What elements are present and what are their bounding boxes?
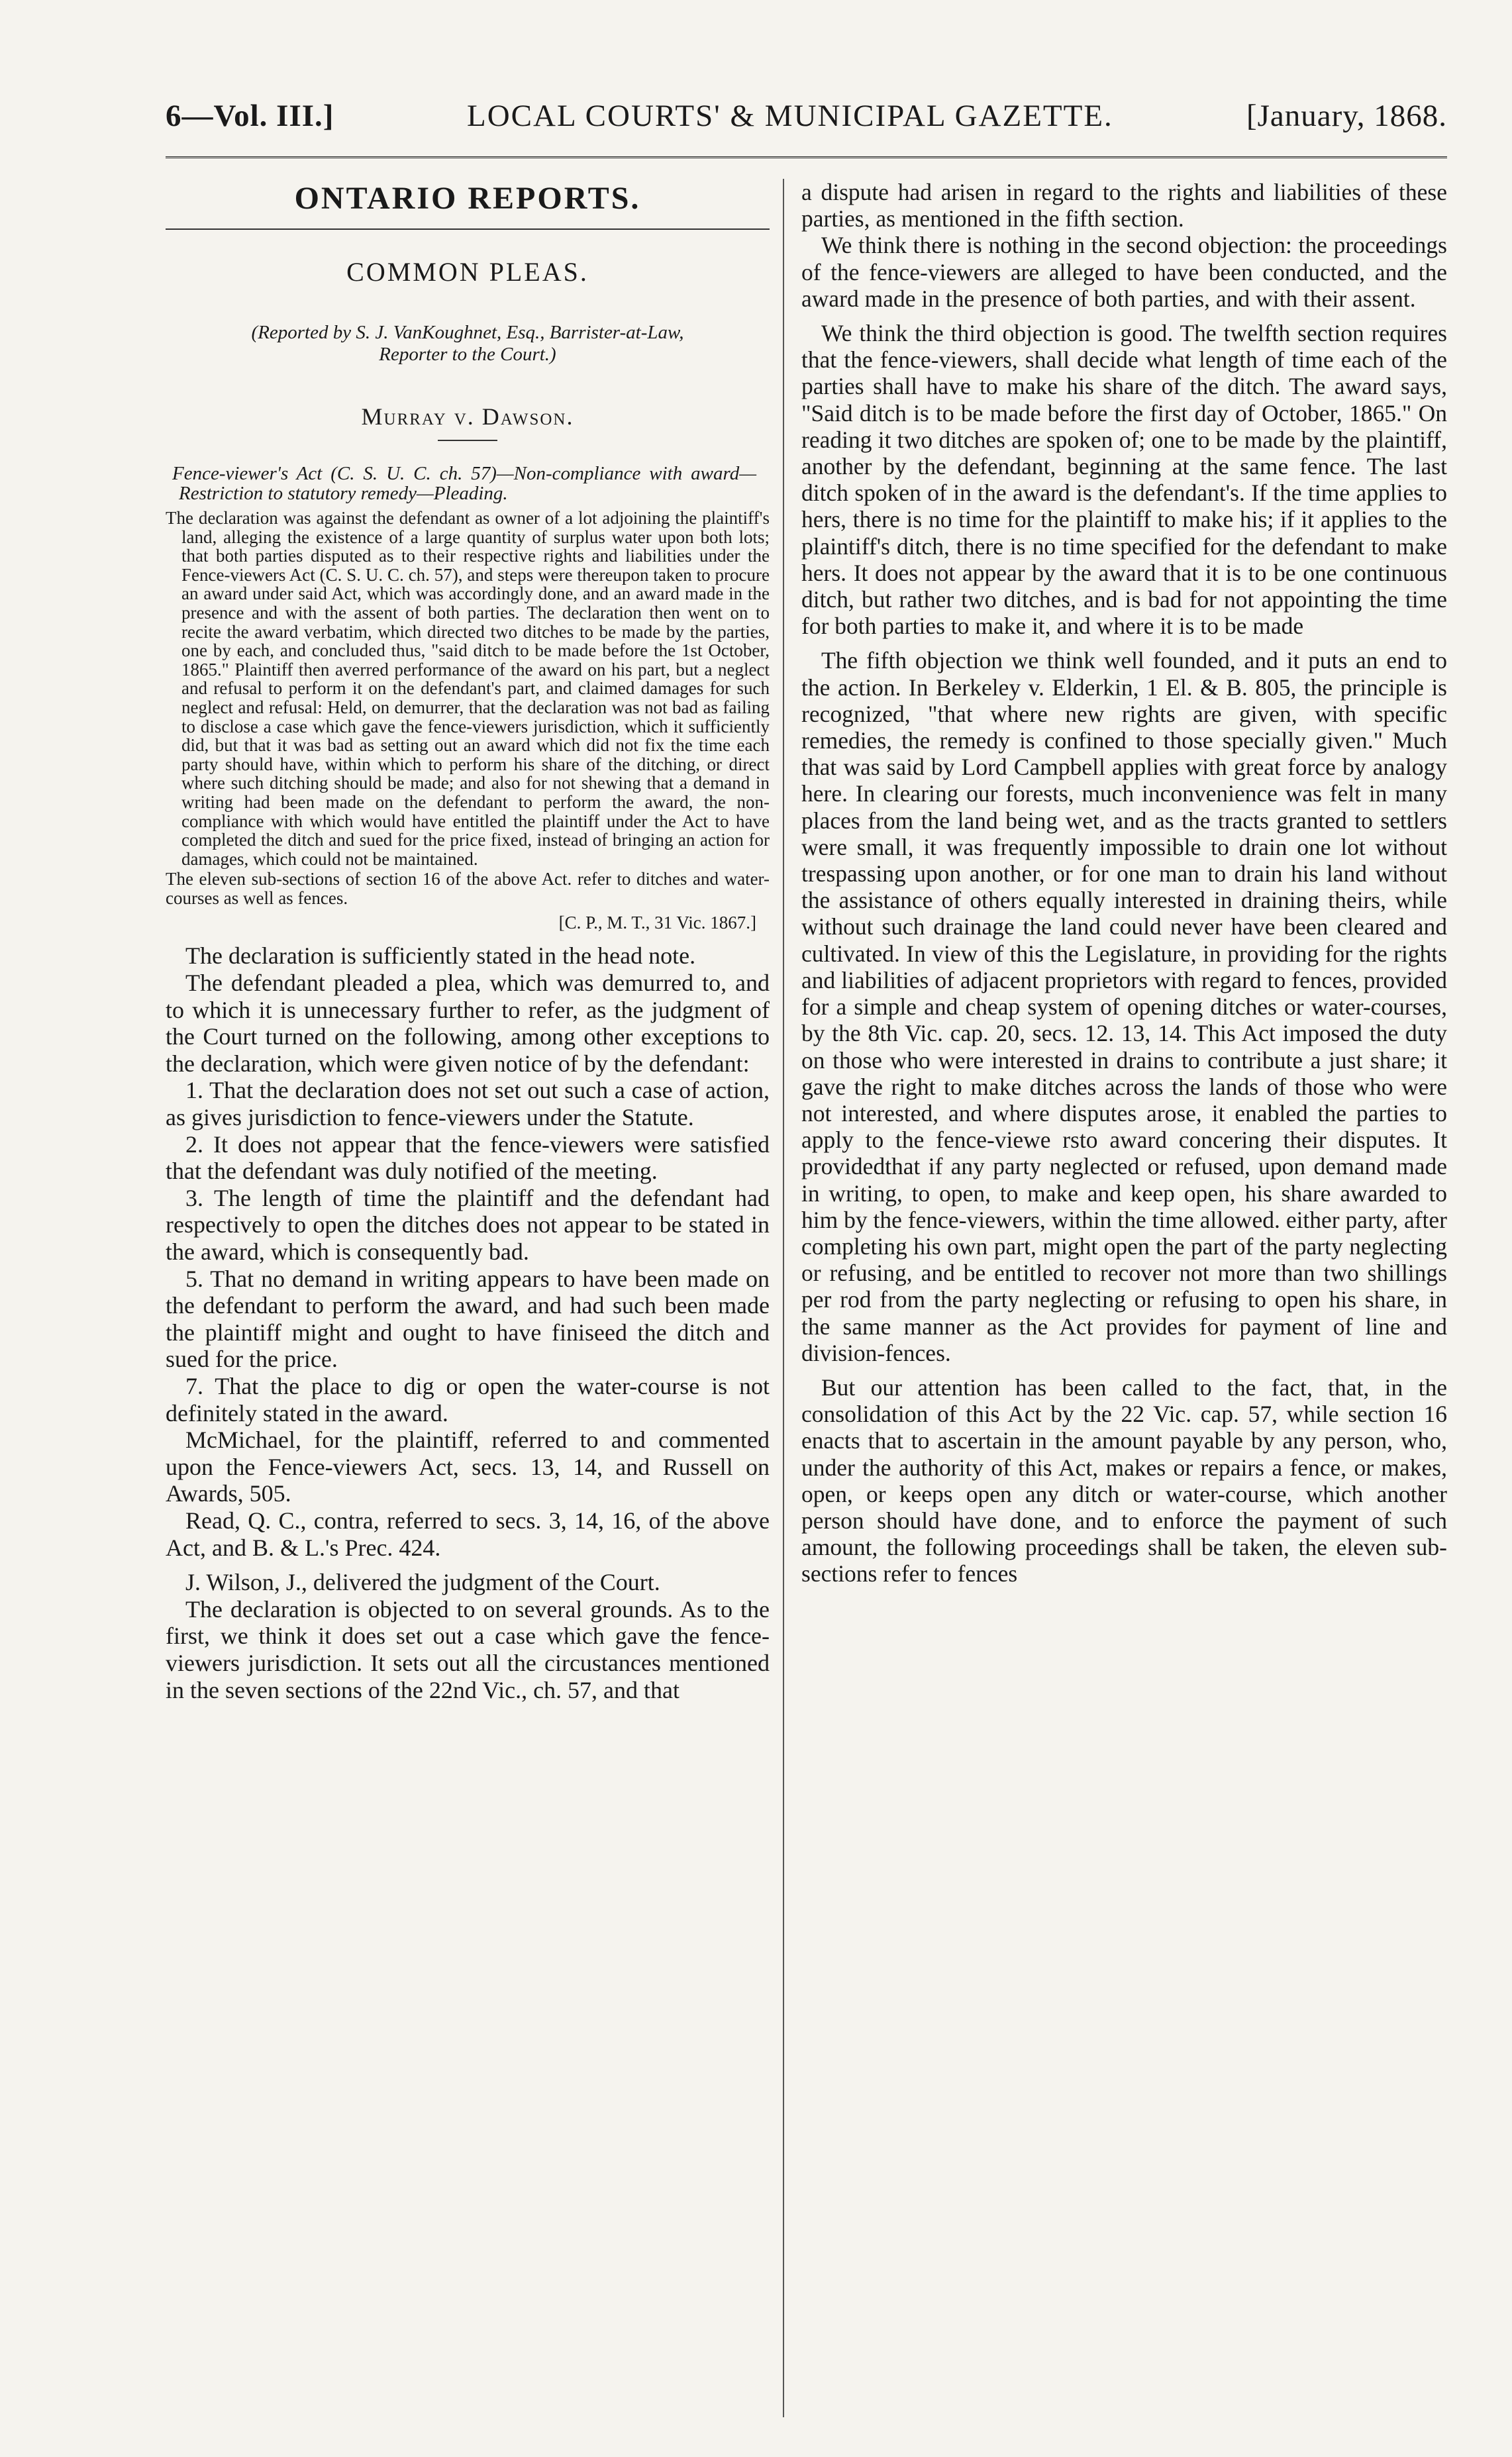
body-paragraph: The defendant pleaded a plea, which was demurred to, and to which it is unnecessary further to refer, as the judgment of the Court turned on the following, among other exceptions to the declaration, which were given notice of by the defendant:: [166, 970, 770, 1077]
volume-label: 6—Vol. III.]: [166, 99, 334, 133]
headnote-paragraph: The eleven sub-sections of section 16 of the above Act. refer to ditches and water-courses as well as fences.: [166, 869, 770, 908]
page-header: [166, 98, 1447, 138]
objection-item: 5. That no demand in writing appears to have been made on the defendant to perform the award, and had such been made the plaintiff might and ought to have finiseed the ditch and sued for the price.: [166, 1265, 770, 1373]
publication-title: LOCAL COURTS' & MUNICIPAL GAZETTE.: [467, 99, 1113, 133]
body-paragraph: We think there is nothing in the second objection: the proceedings of the fence-viewers are alleged to have been conducted, and the award made in the presence of both parties, and with their assent.: [801, 232, 1447, 312]
counsel-paragraph: Read, Q. C., contra, referred to secs. 3, 14, 16, of the above Act, and B. & L.'s Prec. 424.: [166, 1507, 770, 1561]
objection-item: 2. It does not appear that the fence-viewers were satisfied that the defendant was duly notified of the meeting.: [166, 1130, 770, 1185]
section-title: ONTARIO REPORTS.: [294, 181, 641, 216]
court-name: COMMON PLEAS.: [346, 257, 589, 287]
body-paragraph: The declaration is sufficiently stated in the head note.: [185, 942, 696, 970]
objection-item: 1. That the declaration does not set out such a case of action, as gives jurisdiction to fence-viewers under the Statute.: [166, 1077, 770, 1131]
case-citation: [C. P., M. T., 31 Vic. 1867.]: [558, 913, 756, 933]
objection-item: 3. The length of time the plaintiff and the defendant had respectively to open the ditches does not appear to be stated in the award, which is consequently bad.: [166, 1184, 770, 1265]
body-paragraph: a dispute had arisen in regard to the rights and liabilities of these parties, as mentioned in the fifth section.: [801, 179, 1447, 232]
column-divider: [783, 179, 784, 2417]
body-paragraph: But our attention has been called to the fact, that, in the consolidation of this Act by the 22 Vic. cap. 57, while section 16 enacts that to ascertain in the amount payable by any person, who, under the authority of this Act, makes or repairs a fence, or makes, open, or keeps open any ditch or water-course, which another person should have done, and to enforce the payment of such amount, the following proceedings shall be taken, the eleven sub-sections refer to fences: [801, 1374, 1447, 1587]
issue-date: [January, 1868.: [1246, 99, 1447, 133]
body-paragraph: The declaration is objected to on several grounds. As to the first, we think it does set out a case which gave the fence-viewers jurisdiction. It sets out all the circustances mentioned in the seven sections of the 22nd Vic., ch. 57, and that: [166, 1595, 770, 1703]
counsel-paragraph: McMichael, for the plaintiff, referred to and commented upon the Fence-viewers Act, secs. 13, 14, and Russell on Awards, 505.: [166, 1427, 770, 1507]
case-title: Murray v. Dawson.: [361, 403, 574, 430]
header-rule: [166, 156, 1447, 158]
right-column: [801, 179, 1447, 2417]
objection-item: 7. That the place to dig or open the water-course is not definitely stated in the award.: [166, 1372, 770, 1427]
case-rule: [438, 440, 497, 441]
judgment-intro: J. Wilson, J., delivered the judgment of the Court.: [185, 1569, 660, 1596]
headnote-paragraph: The declaration was against the defendant as owner of a lot adjoining the plaintiff's land, alleging the existence of a large quantity of surplus water upon both lots; that both parties disputed as to their respective rights and liabilities under the Fence-viewers Act (C. S. U. C. ch. 57), and steps were thereupon taken to procure an award under said Act, which was accordingly done, and an award made in the presence and with the assent of both parties. The declaration then went on to recite the award verbatim, which directed two ditches to be made by the parties, one by each, and concluded thus, "said ditch to be made before the 1st October, 1865." Plaintiff then averred performance of the award on his part, but a neglect and refusal to perform it on the defendant's part, and claimed damages for such neglect and refusal: Held, on demurrer, that the declaration was not bad as failing to disclose a case which gave the fence-viewers jurisdiction, which it sufficiently did, but that it was bad as setting out an award which did not fix the time each party should have, within which to perform his share of the ditching, or direct where such ditching should be made; and also for not shewing that a demand in writing had been made on the defendant to perform the award, the non-compliance with which would have entitled the plaintiff under the Act to have completed the ditch and sued for the price fixed, instead of bringing an action for damages, which could not be maintained.: [166, 508, 770, 869]
section-rule: [166, 228, 770, 230]
headnote-title: Fence-viewer's Act (C. S. U. C. ch. 57)—Non-compliance with award—Restriction to statutory remedy—Pleading.: [172, 463, 756, 504]
body-paragraph: The fifth objection we think well founded, and it puts an end to the action. In Berkeley v. Elderkin, 1 El. & B. 805, the principle is recognized, "that where new rights are given, with specific remedies, the remedy is confined to those specially given." Much that was said by Lord Campbell applies with great force by analogy here. In clearing our forests, much inconvenience was felt in many places from the land being wet, and as the tracts granted to settlers were small, it was frequently impossible to drain one lot without trespassing upon another, or for one man to drain his land without the assistance of others equally interested in draining theirs, while without such drainage the land could never have been cleared and cultivated. In view of this the Legislature, in providing for the rights and liabilities of adjacent proprietors with regard to fences, provided for a simple and cheap system of opening ditches or water-courses, by the 8th Vic. cap. 20, secs. 12. 13, 14. This Act imposed the duty on those who were interested in drains to contribute a just share; it gave the right to make ditches across the lands of those who were not interested, and where disputes arose, it enabled the parties to apply to the fence-viewe rsto award concering their disputes. It providedthat if any party neglected or refused, upon demand made in writing, to open, to make and keep open, his share awarded to him by the fence-viewers, within the time allowed. either party, after completing his own part, might open the part of the party neglecting or refusing, and be entitled to recover not more than two shillings per rod from the party neglecting or refusing to open his share, in the same manner as the Act provides for payment of line and division-fences.: [801, 647, 1447, 1366]
reporter-line: (Reported by S. J. VanKoughnet, Esq., Barrister-at-Law, Reporter to the Court.): [251, 322, 684, 365]
left-column: [166, 179, 770, 2417]
body-paragraph: We think the third objection is good. The twelfth section requires that the fence-viewers, shall decide what length of time each of the parties shall have to make his share of the ditch. The award says, "Said ditch is to be made before the first day of October, 1865." On reading it two ditches are spoken of; one to be made by the plaintiff, another by the defendant, beginning at the same fence. The last ditch spoken of in the award is the defendant's. If the time applies to hers, there is no time for the plaintiff to make his; if it applies to the plaintiff's ditch, there is no time specified for the defendant to make hers. It does not appear by the award that it is to be one continuous ditch, but rather two ditches, and is bad for not appointing the time for both parties to make it, and where it is to be made: [801, 320, 1447, 640]
